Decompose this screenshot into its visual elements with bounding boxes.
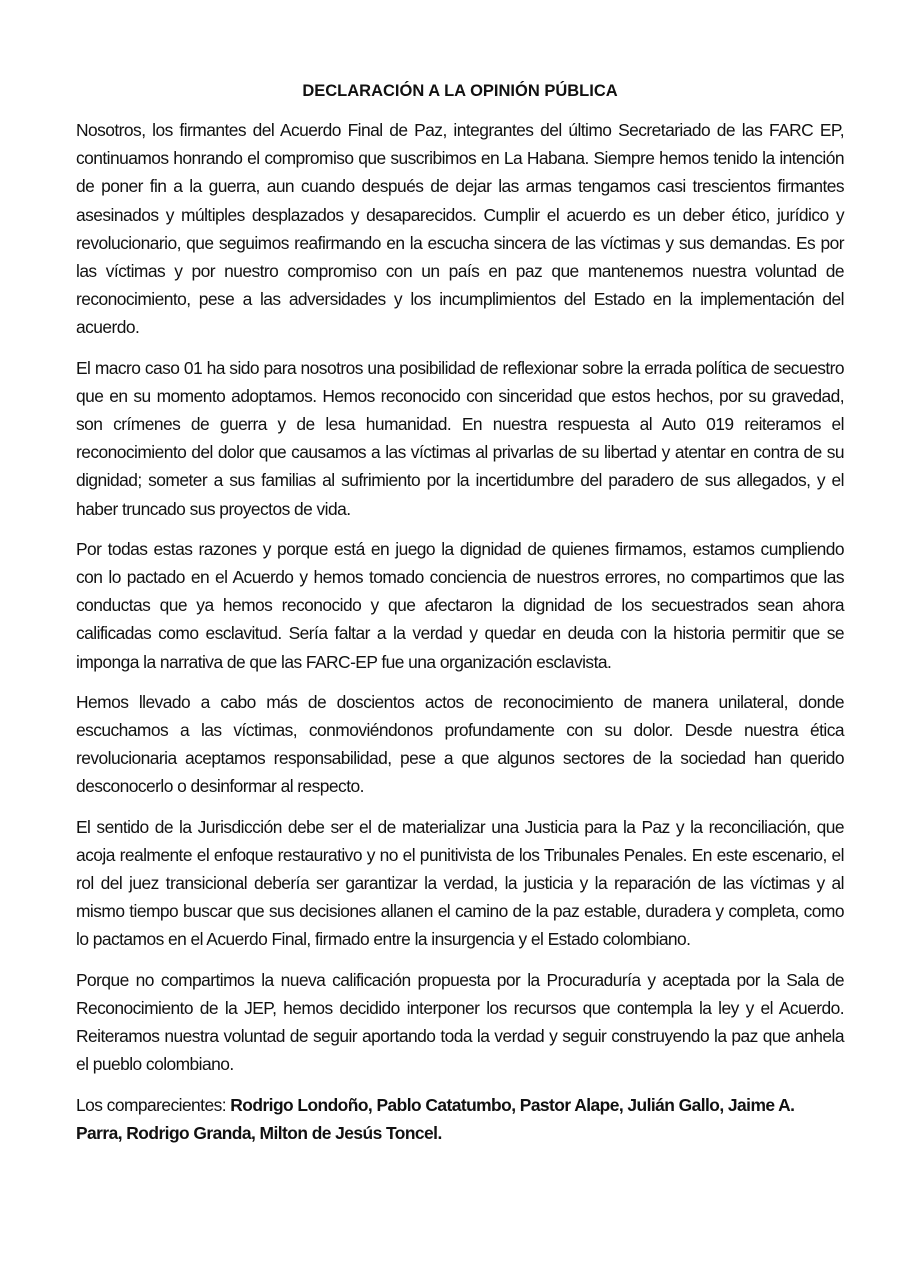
document-title: DECLARACIÓN A LA OPINIÓN PÚBLICA <box>302 82 618 100</box>
document-page <box>76 78 844 1147</box>
paragraph-recursos: Porque no compartimos la nueva calificación propuesta por la Procuraduría y aceptada por la Sala de Reconocimiento de la JEP, hemos decidido interponer los recursos que contempla la ley y el Acuerdo. Reiteramos nuestra voluntad de seguir aportando toda la verdad y seguir construyendo la paz que anhela el pueblo colombiano. <box>76 969 844 1075</box>
signers-line <box>76 1091 844 1147</box>
signers-label: Los comparecientes: <box>76 1094 231 1115</box>
paragraph-reconocimiento: Hemos llevado a cabo más de doscientos actos de reconocimiento de manera unilateral, donde escuchamos a las víctimas, conmoviéndonos profundamente con su dolor. Desde nuestra ética revolucionaria aceptamos responsabilidad, pese a que algunos sectores de la sociedad han querido desconocerlo o desinformar al respecto. <box>76 691 844 797</box>
paragraph-jurisdiccion: El sentido de la Jurisdicción debe ser el de materializar una Justicia para la Paz y la reconciliación, que acoja realmente el enfoque restaurativo y no el punitivista de los Tribunales Penales. En este escenario, el rol del juez transicional debería ser garantizar la verdad, la justicia y la reparación de las víctimas y al mismo tiempo buscar que sus decisiones allanen el camino de la paz estable, duradera y completa, como lo pactamos en el Acuerdo Final, firmado entre la insurgencia y el Estado colombiano. <box>76 816 844 950</box>
paragraph-intro: Nosotros, los firmantes del Acuerdo Final de Paz, integrantes del último Secretariado de las FARC EP, continuamos honrando el compromiso que suscribimos en La Habana. Siempre hemos tenido la intención de poner fin a la guerra, aun cuando después de dejar las armas tengamos casi trescientos firmantes asesinados y múltiples desplazados y desaparecidos. Cumplir el acuerdo es un deber ético, jurídico y revolucionario, que seguimos reafirmando en la escucha sincera de las víctimas y sus demandas. Es por las víctimas y por nuestro compromiso con un país en paz que mantenemos nuestra voluntad de reconocimiento, pese a las adversidades y los incumplimientos del Estado en la implementación del acuerdo. <box>76 120 844 338</box>
paragraph-macro-caso: El macro caso 01 ha sido para nosotros una posibilidad de reflexionar sobre la errada política de secuestro que en su momento adoptamos. Hemos reconocido con sinceridad que estos hechos, por su gravedad, son crímenes de guerra y de lesa humanidad. En nuestra respuesta al Auto 019 reiteramos el reconocimiento del dolor que causamos a las víctimas al privarlas de su libertad y atentar en contra de su dignidad; someter a sus familias al sufrimiento por la incertidumbre del paradero de sus allegados, y el haber truncado sus proyectos de vida. <box>76 357 844 519</box>
paragraph-dignidad: Por todas estas razones y porque está en juego la dignidad de quienes firmamos, estamos cumpliendo con lo pactado en el Acuerdo y hemos tomado conciencia de nuestros errores, no compartimos que las conductas que ya hemos reconocido y que afectaron la dignidad de los secuestrados sean ahora calificadas como esclavitud. Sería faltar a la verdad y quedar en deuda con la historia permitir que se imponga la narrativa de que las FARC-EP fue una organización esclavista. <box>76 538 844 672</box>
signers-names: Rodrigo Londoño, Pablo Catatumbo, Pastor Alape, Julián Gallo, Jaime A. Parra, Rodrigo Granda, Milton de Jesús Toncel. <box>76 1094 795 1143</box>
